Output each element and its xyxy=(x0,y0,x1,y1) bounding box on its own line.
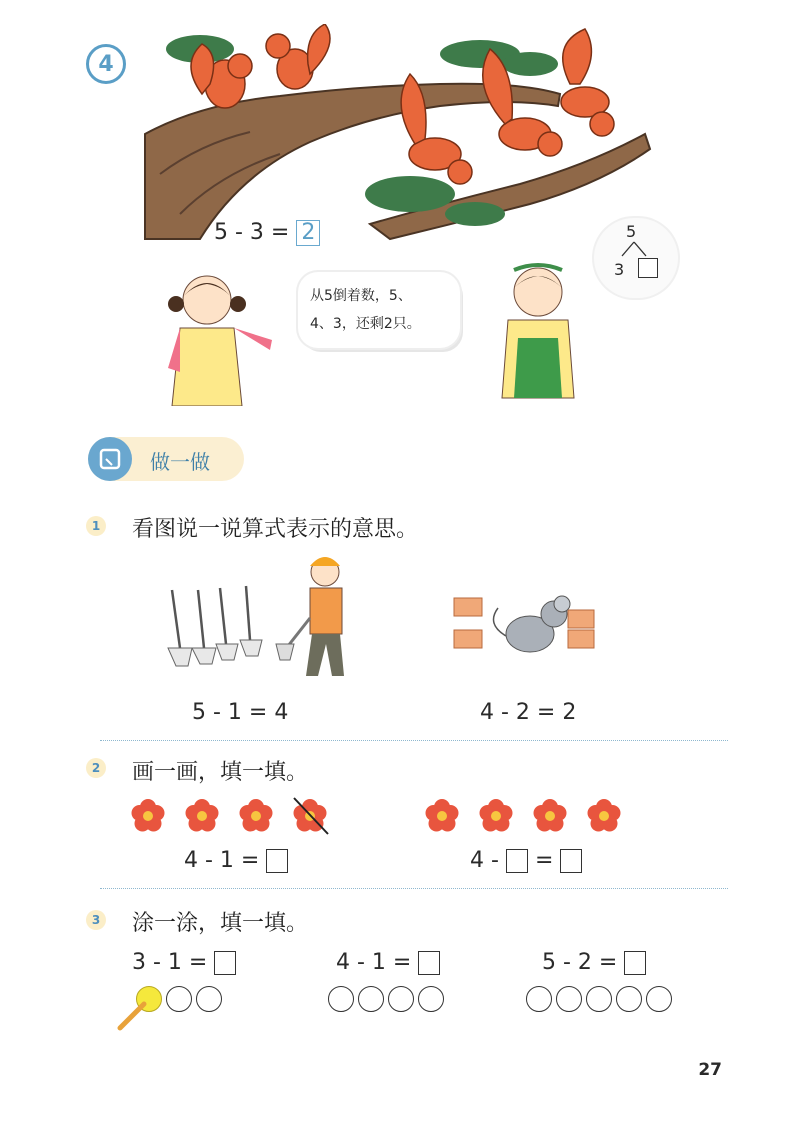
decomp-left: 3 xyxy=(614,260,625,279)
q2-text: 画一画，填一填。 xyxy=(132,760,309,785)
crayon-icon xyxy=(114,1000,148,1034)
decomp-lines xyxy=(618,240,652,260)
q3-circle[interactable] xyxy=(646,986,672,1012)
q3-circles-1 xyxy=(136,986,226,1012)
q3-circle[interactable] xyxy=(388,986,414,1012)
q3-equation-3 xyxy=(542,950,646,975)
q2-equation-right xyxy=(470,848,582,873)
example-equation xyxy=(214,220,320,246)
q2-equation-left-text: 4 - 1 = xyxy=(184,848,260,873)
q3-circle[interactable] xyxy=(418,986,444,1012)
q3-answer-box-2[interactable] xyxy=(418,951,440,975)
q3-equation-1 xyxy=(132,950,236,975)
page-number: 27 xyxy=(698,1060,722,1080)
example-equation-text: 5 - 3 = xyxy=(214,220,290,245)
q3-circle[interactable] xyxy=(526,986,552,1012)
q3-circle[interactable] xyxy=(586,986,612,1012)
q3-circles-3 xyxy=(526,986,676,1012)
decomp-box[interactable] xyxy=(638,258,658,278)
shovels-worker-illustration xyxy=(160,548,360,688)
divider-1 xyxy=(100,740,728,741)
q2-equation-left xyxy=(184,848,288,873)
q1-equation-left: 5 - 1 = 4 xyxy=(192,700,289,725)
q1-text: 看图说一说算式表示的意思。 xyxy=(132,517,419,542)
q2-equation-right-b: = xyxy=(534,848,554,873)
q2-answer-box-left[interactable] xyxy=(266,849,288,873)
q1-equation-right: 4 - 2 = 2 xyxy=(480,700,577,725)
q2-flowers-left xyxy=(128,796,348,836)
q2-answer-box-right[interactable] xyxy=(560,849,582,873)
q3-answer-box-3[interactable] xyxy=(624,951,646,975)
q3-circle[interactable] xyxy=(616,986,642,1012)
q3-circle[interactable] xyxy=(166,986,192,1012)
example-answer-box: 2 xyxy=(296,220,320,246)
q2-flowers-right xyxy=(422,796,642,836)
practice-header: 做一做 xyxy=(150,450,210,474)
practice-icon xyxy=(88,437,132,481)
q3-circles-2 xyxy=(328,986,448,1012)
q3-circle[interactable] xyxy=(328,986,354,1012)
q3-text: 涂一涂，填一填。 xyxy=(132,911,309,936)
speech-bubble xyxy=(298,272,460,348)
speech-line-1: 从5倒着数，5、 xyxy=(310,288,412,304)
divider-2 xyxy=(100,888,728,889)
girl-left-illustration xyxy=(162,268,282,406)
speech-line-2: 4、3，还剩2只。 xyxy=(310,316,421,332)
q2-subtrahend-box[interactable] xyxy=(506,849,528,873)
q3-equation-3-text: 5 - 2 = xyxy=(542,950,618,975)
example-number: 4 xyxy=(86,44,126,84)
mouse-bricks-illustration xyxy=(450,584,600,674)
q2-equation-right-a: 4 - xyxy=(470,848,499,873)
q1-number: 1 xyxy=(86,516,106,536)
q3-equation-2-text: 4 - 1 = xyxy=(336,950,412,975)
q3-circle[interactable] xyxy=(556,986,582,1012)
decomp-top: 5 xyxy=(626,222,637,241)
q3-answer-box-1[interactable] xyxy=(214,951,236,975)
q3-equation-1-text: 3 - 1 = xyxy=(132,950,208,975)
girl-right-illustration xyxy=(498,258,578,400)
q2-number: 2 xyxy=(86,758,106,778)
q3-circle[interactable] xyxy=(358,986,384,1012)
q3-circle[interactable] xyxy=(196,986,222,1012)
q3-equation-2 xyxy=(336,950,440,975)
q3-number: 3 xyxy=(86,910,106,930)
